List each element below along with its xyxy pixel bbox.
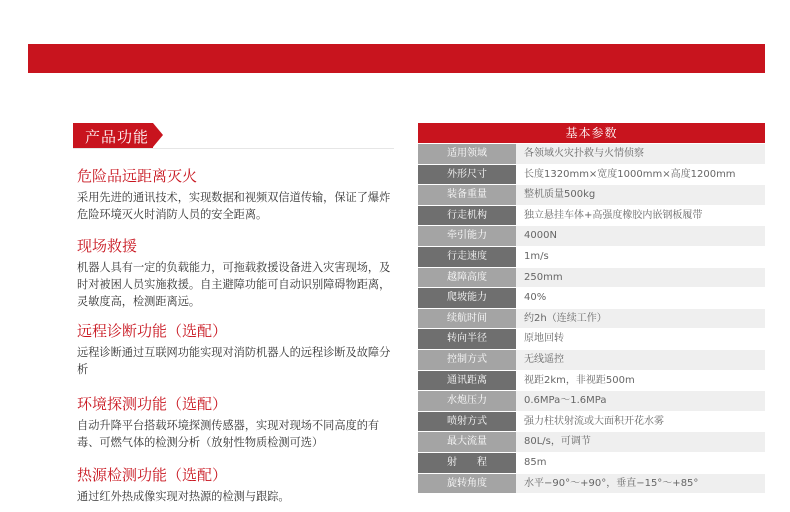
- param-key: 控制方式: [418, 350, 516, 370]
- param-key: 射 程: [418, 453, 516, 473]
- param-value: 1m/s: [516, 247, 765, 267]
- param-key: 越障高度: [418, 268, 516, 288]
- param-key: 最大流量: [418, 432, 516, 452]
- param-value: 强力柱状射流或大面积开花水雾: [516, 412, 765, 432]
- param-key: 旋转角度: [418, 474, 516, 494]
- param-value: 原地回转: [516, 329, 765, 349]
- param-value: 0.6MPa～1.6MPa: [516, 391, 765, 411]
- param-value: 40%: [516, 288, 765, 308]
- params-table-header: 基本参数: [418, 123, 765, 143]
- param-key: 行走速度: [418, 247, 516, 267]
- param-value: 85m: [516, 453, 765, 473]
- section-divider: [73, 148, 394, 149]
- param-key: 装备重量: [418, 185, 516, 205]
- param-key: 牵引能力: [418, 226, 516, 246]
- table-row: [418, 308, 765, 329]
- param-value: 各领域火灾扑救与火情侦察: [516, 144, 765, 164]
- section-title: 产品功能: [85, 128, 150, 146]
- param-key: 外形尺寸: [418, 165, 516, 185]
- param-value: 整机质量500kg: [516, 185, 765, 205]
- table-row: [418, 205, 765, 226]
- table-row: [418, 164, 765, 185]
- param-value: 4000N: [516, 226, 765, 246]
- params-table: [418, 123, 765, 493]
- section-tab-arrow-icon: [153, 123, 163, 147]
- param-value: 视距2km，非视距500m: [516, 371, 765, 391]
- feature-description: 自动升降平台搭载环境探测传感器，实现对现场不同高度的有毒、可燃气体的检测分析（放射性物质检测可选）: [77, 419, 380, 449]
- param-key: 行走机构: [418, 206, 516, 226]
- table-row: [418, 328, 765, 349]
- table-row: [418, 267, 765, 288]
- table-row: [418, 473, 765, 494]
- param-value: 无线遥控: [516, 350, 765, 370]
- top-banner: [28, 44, 765, 73]
- feature-heat-source-detection: [77, 465, 397, 505]
- param-value: 独立悬挂车体+高强度橡胶内嵌钢板履带: [516, 206, 765, 226]
- param-key: 爬坡能力: [418, 288, 516, 308]
- table-row: [418, 431, 765, 452]
- feature-remote-firefighting: [77, 166, 397, 223]
- param-key: 水炮压力: [418, 391, 516, 411]
- table-row: [418, 452, 765, 473]
- feature-title: 危险品远距离灭火: [77, 167, 198, 185]
- feature-description: 远程诊断通过互联网功能实现对消防机器人的远程诊断及故障分析: [77, 346, 391, 376]
- feature-environment-detection: [77, 394, 397, 451]
- feature-title: 远程诊断功能（选配）: [77, 322, 228, 340]
- param-key: 续航时间: [418, 309, 516, 329]
- table-row: [418, 370, 765, 391]
- table-row: [418, 390, 765, 411]
- table-row: [418, 349, 765, 370]
- table-row: [418, 246, 765, 267]
- param-key: 喷射方式: [418, 412, 516, 432]
- param-key: 适用领域: [418, 144, 516, 164]
- param-value: 长度1320mm×宽度1000mm×高度1200mm: [516, 165, 765, 185]
- param-value: 水平−90°～+90°，垂直−15°～+85°: [516, 474, 765, 494]
- param-value: 80L/s，可调节: [516, 432, 765, 452]
- feature-onsite-rescue: [77, 236, 397, 310]
- table-row: [418, 225, 765, 246]
- section-tab: [73, 123, 165, 148]
- feature-remote-diagnosis: [77, 321, 397, 378]
- feature-description: 采用先进的通讯技术，实现数据和视频双信道传输，保证了爆炸危险环境灭火时消防人员的安全距离。: [77, 191, 391, 221]
- table-row: [418, 287, 765, 308]
- param-key: 转向半径: [418, 329, 516, 349]
- param-key: 通讯距离: [418, 371, 516, 391]
- table-row: [418, 184, 765, 205]
- feature-title: 环境探测功能（选配）: [77, 395, 228, 413]
- feature-description: 机器人具有一定的负载能力，可拖载救援设备进入灾害现场，及时对被困人员实施救援。自主避障功能可自动识别障碍物距离，灵敏度高，检测距离远。: [77, 261, 391, 308]
- param-value: 250mm: [516, 268, 765, 288]
- table-row: [418, 411, 765, 432]
- feature-description: 通过红外热成像实现对热源的检测与跟踪。: [77, 490, 290, 503]
- table-row: [418, 143, 765, 164]
- feature-title: 热源检测功能（选配）: [77, 466, 228, 484]
- params-table-body: [418, 143, 765, 493]
- param-value: 约2h（连续工作）: [516, 309, 765, 329]
- feature-title: 现场救援: [77, 237, 138, 255]
